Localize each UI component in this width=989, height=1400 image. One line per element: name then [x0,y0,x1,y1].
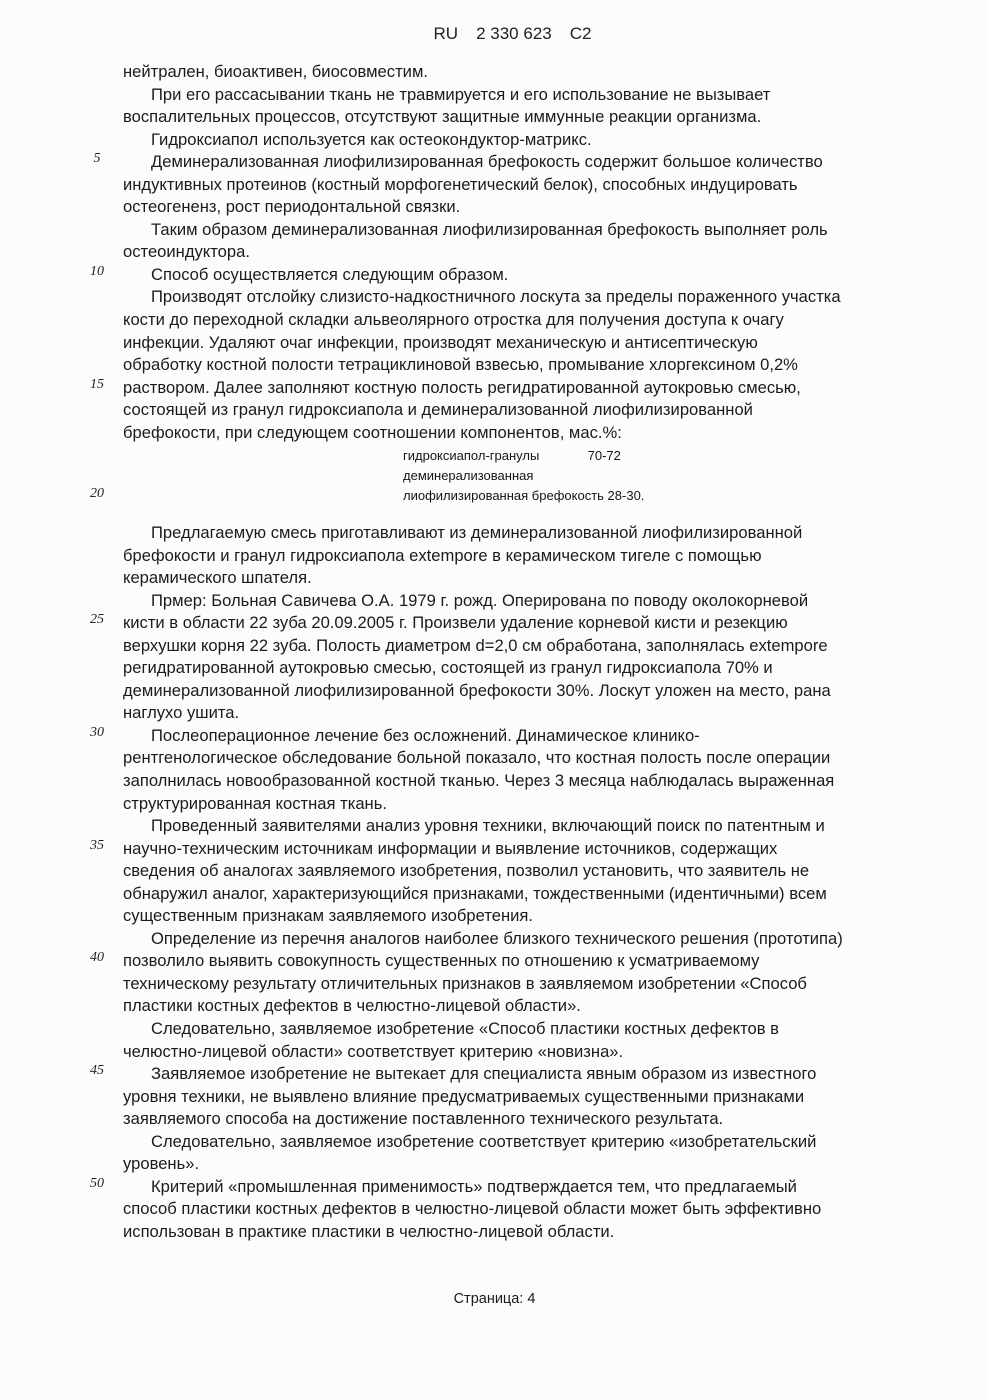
component-percentage: 28-30. [607,488,645,503]
line-text: брефокости, при следующем соотношении компонентов, мас.%: [123,422,622,442]
text-line [0,1018,843,1041]
line-text: При его рассасывании ткань не травмируется и его использование не вызывает [151,84,771,104]
line-text: Критерий «промышленная применимость» подтверждается тем, что предлагаемый [151,1176,797,1196]
text-line [0,1153,843,1176]
line-text: Гидроксиапол используется как остеокондуктор-матрикс. [151,129,592,149]
line-text: Проведенный заявителями анализ уровня техники, включающий поиск по патентным и [151,816,825,836]
text-line [0,1221,843,1244]
margin-line-number: 35 [90,837,104,853]
component-percentage: 70-72 [587,448,621,463]
text-line [0,567,843,590]
text-line [0,84,841,107]
line-text: Деминерализованная лиофилизированная брефокость содержит большое количество [151,152,823,172]
text-line [0,174,841,197]
line-text: нейтрален, биоактивен, биосовместим. [123,62,428,81]
margin-line-number: 15 [90,376,104,392]
line-text: заявляемого способа на достижение поставленного технического результата. [123,1109,724,1129]
text-line [0,657,843,680]
line-text: Следовательно, заявляемое изобретение «Способ пластики костных дефектов в [151,1019,779,1039]
text-line [0,838,843,861]
text-line [0,747,843,770]
line-text: пластики костных дефектов в челюстно-лицевой области». [123,996,581,1016]
line-text: структурированная костная ткань. [123,793,387,813]
line-text: Заявляемое изобретение не вытекает для специалиста явным образом из известного [151,1064,817,1084]
line-text: Таким образом деминерализованная лиофилизированная брефокость выполняет роль [151,219,828,239]
line-text: уровня техники, не выявлено влияние предусматриваемых существенными признаками [123,1086,805,1106]
line-text: регидратированной аутокровью смесью, состоящей из гранул гидроксиапола 70% и [123,658,773,678]
line-text: обнаружил аналог, характеризующийся признаками, тождественными (идентичными) всем [123,883,827,903]
margin-line-number: 20 [90,486,104,501]
text-line [0,612,843,635]
line-text: Послеоперационное лечение без осложнений. Динамическое клинико- [151,725,700,745]
line-text: способ пластики костных дефектов в челюстно-лицевой области может быть эффективно [123,1199,822,1219]
margin-line-number: 25 [90,612,104,628]
text-line [0,264,841,287]
text-line [0,399,841,422]
line-text: деминерализованной лиофилизированной брефокости 30%. Лоскут уложен на место, рана [123,680,831,700]
text-line [0,196,841,219]
text-line [0,1063,843,1086]
text-line [0,973,843,996]
body-text-upper [0,61,841,444]
line-text: наглухо ушита. [123,703,240,723]
composition-row [403,446,644,466]
composition-row [403,486,644,506]
text-line [0,680,843,703]
text-line [0,905,843,928]
text-line [0,332,841,355]
text-line [0,286,841,309]
line-text: заполнилась новообразованной костной тканью. Через 3 месяца наблюдалась выраженная [123,771,835,791]
text-line [0,219,841,242]
margin-line-number: 10 [90,263,104,279]
line-text: кости до переходной складки альвеолярного отростка для получения доступа к очагу [123,310,784,330]
text-line [0,106,841,129]
text-line [0,725,843,748]
line-text: использован в практике пластики в челюстно-лицевой области. [123,1221,615,1241]
line-text: Следовательно, заявляемое изобретение соответствует критерию «изобретательский [151,1131,817,1151]
text-line [0,1108,843,1131]
line-text: инфекции. Удаляют очаг инфекции, производят механическую и антисептическую [123,332,758,352]
text-line [0,377,841,400]
line-text: сведения об аналогах заявляемого изобретения, позволил установить, что заявитель не [123,861,810,881]
component-name: деминерализованная [403,468,534,483]
line-text: уровень». [123,1154,200,1174]
text-line [0,129,841,152]
page-header [18,24,989,44]
line-text: челюстно-лицевой области» соответствует критерию «новизна». [123,1041,624,1061]
line-text: остеоиндуктора. [123,242,250,262]
line-text: керамического шпателя. [123,568,312,588]
composition-table [403,446,644,506]
line-text: существенным признакам заявляемого изобретения. [123,906,533,926]
line-text: Определение из перечня аналогов наиболее близкого технического решения (прототипа) [151,928,843,948]
margin-line-number: 50 [90,1175,104,1191]
text-line [0,590,843,613]
text-line [0,1176,843,1199]
margin-line-number: 40 [90,950,104,966]
margin-line-number: 5 [93,151,101,167]
text-line [0,883,843,906]
composition-row [403,466,644,486]
line-text: состоящей из гранул гидроксиапола и деминерализованной лиофилизированной [123,400,753,420]
line-text: индуктивных протеинов (костный морфогенетический белок), способных индуцировать [123,174,798,194]
line-text: раствором. Далее заполняют костную полость регидратированной аутокровью смесью, [123,377,801,397]
text-line [0,995,843,1018]
text-line [0,422,841,445]
text-line [0,702,843,725]
text-line [0,151,841,174]
line-text: Производят отслойку слизисто-надкостничного лоскута за пределы пораженного участка [151,287,841,307]
line-text: Способ осуществляется следующим образом. [151,264,509,284]
line-text: позволило выявить совокупность существенных по отношению к усматриваемому [123,951,760,971]
text-line [0,770,843,793]
line-text: Предлагаемую смесь приготавливают из деминерализованной лиофилизированной [151,523,803,542]
line-text: научно-техническим источникам информации и выявление источников, содержащих [123,838,778,858]
text-line [0,309,841,332]
text-line [0,1041,843,1064]
line-text: обработку костной полости тетрациклиновой взвесью, промывание хлоргексином 0,2% [123,355,798,375]
text-line [0,928,843,951]
line-text: рентгенологическое обследование больной показало, что костная полость после операции [123,748,831,768]
text-line [0,354,841,377]
text-line [0,635,843,658]
country-code: RU [433,24,459,43]
kind-code: C2 [569,24,592,43]
component-name: гидроксиапол-гранулы [403,448,540,463]
page-number: Страница: 4 [453,1291,536,1307]
line-text: кисти в области 22 зуба 20.09.2005 г. Произвели удаление корневой кисти и резекцию [123,613,788,633]
text-line [0,793,843,816]
text-line [0,545,843,568]
margin-line-number: 45 [90,1063,104,1079]
margin-line-number: 30 [90,724,104,740]
text-line [0,860,843,883]
line-text: техническому результату отличительных признаков в заявляемом изобретении «Способ [123,973,807,993]
text-line [0,522,843,545]
text-line [0,1131,843,1154]
line-text: брефокости и гранул гидроксиапола extempore в керамическом тигеле с помощью [123,545,762,565]
line-text: воспалительных процессов, отсутствуют защитные иммунные реакции организма. [123,107,762,127]
text-line [0,815,843,838]
line-text: верхушки корня 22 зуба. Полость диаметром d=2,0 см обработана, заполнялась extempore [123,635,828,655]
line-text: остеогененз, рост периодонтальной связки. [123,197,461,217]
text-line [0,1086,843,1109]
text-line [0,1198,843,1221]
component-name: лиофилизированная брефокость [403,488,604,503]
text-line [0,61,841,84]
body-text-lower [0,522,843,1244]
line-text: Прмер: Больная Савичева О.А. 1979 г. рожд. Оперирована по поводу околокорневой [151,590,809,610]
text-line [0,241,841,264]
publication-number: 2 330 623 [476,24,552,43]
text-line [0,950,843,973]
